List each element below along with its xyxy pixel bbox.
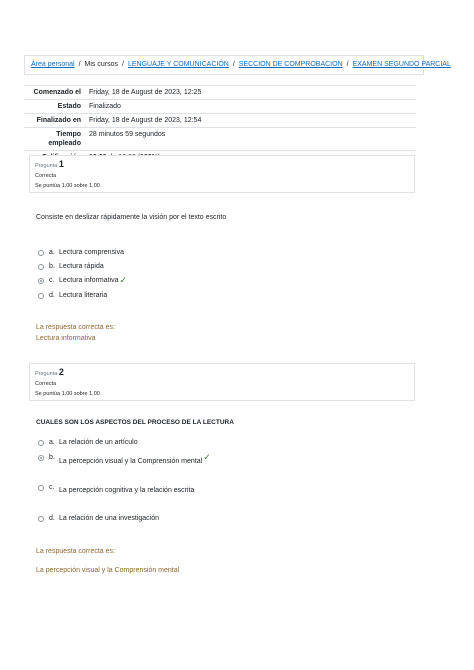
summary-row-finished <box>24 114 416 128</box>
option-letter: d. <box>49 515 55 522</box>
summary-label: Finalizado en <box>24 114 85 128</box>
right-answer: Lectura informativa <box>36 335 96 342</box>
option-letter: b. <box>49 454 55 461</box>
breadcrumb-mis-cursos: Mis cursos <box>84 61 118 68</box>
radio-icon[interactable] <box>38 455 44 461</box>
option-letter: d. <box>49 292 55 299</box>
answer-option[interactable] <box>38 263 104 270</box>
question-status: Correcta <box>35 173 57 179</box>
question-info-box <box>29 155 415 193</box>
question-status: Correcta <box>35 381 57 387</box>
question-number-value: 1 <box>58 159 64 169</box>
question-prefix: Pregunta <box>35 163 58 169</box>
summary-row-state <box>24 100 416 114</box>
breadcrumb-quiz[interactable]: EXAMEN SEGUNDO PARCIAL <box>352 61 451 68</box>
option-letter: a. <box>49 249 55 256</box>
summary-row-started <box>24 86 416 100</box>
summary-value: Friday, 18 de August de 2023, 12:25 <box>85 86 416 100</box>
answer-option-selected[interactable] <box>38 277 127 284</box>
option-text: La relación de una investigación <box>59 515 160 522</box>
radio-icon[interactable] <box>38 440 44 446</box>
question-prefix: Pregunta <box>35 371 58 377</box>
radio-icon[interactable] <box>38 293 44 299</box>
radio-icon[interactable] <box>38 264 44 270</box>
answer-option[interactable] <box>38 439 138 446</box>
option-text: La relación de un artículo <box>59 439 138 446</box>
question-number <box>35 367 409 377</box>
breadcrumb-separator: / <box>78 61 81 68</box>
option-text: La percepción visual y la Comprensión mental <box>59 458 203 465</box>
summary-value: Friday, 18 de August de 2023, 12:54 <box>85 114 416 128</box>
right-answer-label: La respuesta correcta es: <box>36 548 115 555</box>
check-icon: ✓ <box>119 275 128 285</box>
answer-option[interactable] <box>38 515 159 522</box>
breadcrumb-area-personal[interactable]: Área personal <box>31 61 75 68</box>
summary-label: Estado <box>24 100 85 114</box>
attempt-summary-table <box>24 85 416 164</box>
option-letter: a. <box>49 439 55 446</box>
summary-row-time <box>24 128 416 151</box>
radio-icon[interactable] <box>38 250 44 256</box>
radio-icon[interactable] <box>38 516 44 522</box>
question-info-box <box>29 363 415 401</box>
radio-icon[interactable] <box>38 485 44 491</box>
option-letter: c. <box>49 484 55 491</box>
option-letter: b. <box>49 263 55 270</box>
summary-label: Comenzado el <box>24 86 85 100</box>
question-score: Se puntúa 1,00 sobre 1,00 <box>35 391 100 397</box>
question-number-value: 2 <box>58 367 64 377</box>
radio-icon[interactable] <box>38 278 44 284</box>
breadcrumb-separator: / <box>122 61 124 68</box>
question-number <box>35 159 409 169</box>
breadcrumb-course[interactable]: LENGUAJE Y COMUNICACIÓN <box>127 61 229 68</box>
summary-label: Tiempo empleado <box>24 128 85 151</box>
option-letter: c. <box>49 277 55 284</box>
summary-value: 28 minutos 59 segundos <box>85 128 416 151</box>
option-text: Lectura rápida <box>59 263 104 270</box>
option-text: Lectura comprensiva <box>59 249 124 256</box>
option-text: Lectura informativa <box>59 277 119 284</box>
answer-option[interactable] <box>38 292 107 299</box>
breadcrumb-separator: / <box>346 61 349 68</box>
breadcrumb-separator: / <box>232 61 235 68</box>
breadcrumb <box>24 55 451 75</box>
breadcrumb-section[interactable]: SECCION DE COMPROBACION <box>238 61 343 68</box>
answer-option[interactable] <box>38 484 194 494</box>
option-text: La percepción cognitiva y la relación escrita <box>59 487 195 494</box>
option-text: Lectura literaria <box>59 292 108 299</box>
question-text: Consiste en deslizar rápidamente la visión por el texto escrito <box>36 214 227 221</box>
check-icon: ✓ <box>203 452 211 462</box>
summary-value: Finalizado <box>85 100 416 114</box>
answer-option[interactable] <box>38 249 124 256</box>
right-answer: La percepción visual y la Comprensión mental <box>36 567 180 574</box>
right-answer-label: La respuesta correcta es: <box>36 324 115 331</box>
answer-option-selected[interactable] <box>38 454 211 465</box>
question-text: CUALES SON LOS ASPECTOS DEL PROCESO DE LA LECTURA <box>36 419 234 426</box>
question-score: Se puntúa 1,00 sobre 1,00 <box>35 183 100 189</box>
